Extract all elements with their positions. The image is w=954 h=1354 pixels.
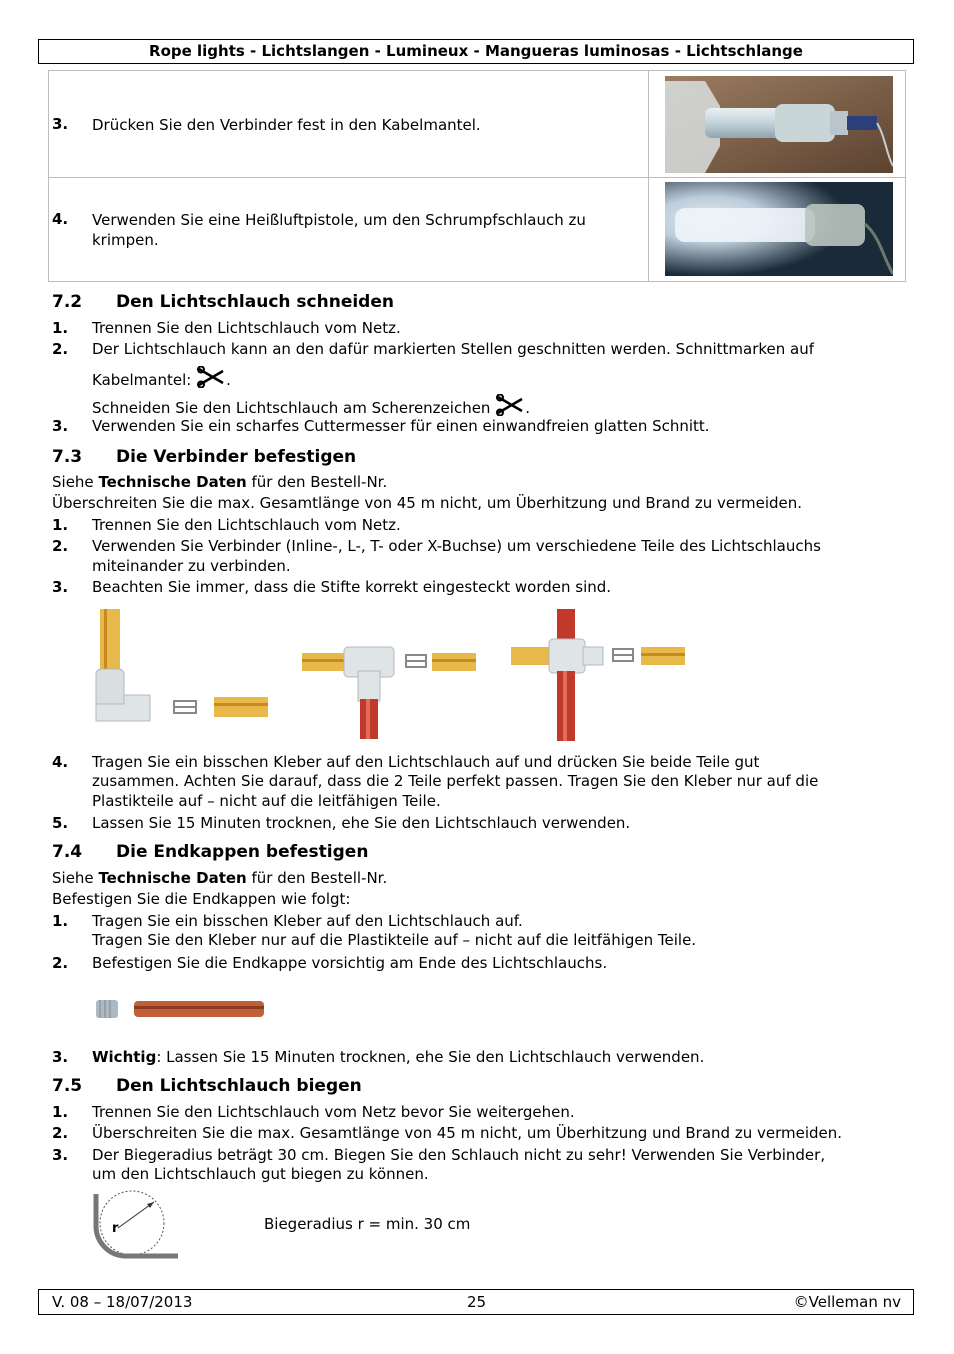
list-number: 3. bbox=[52, 1048, 69, 1066]
list-number: 3. bbox=[52, 578, 69, 596]
t-connector-image bbox=[302, 611, 476, 739]
list-text: zusammen. Achten Sie darauf, dass die 2 Teile perfekt passen. Tragen Sie den Kleber nur auf die bbox=[92, 772, 819, 790]
page-footer bbox=[38, 1289, 914, 1315]
reference-line: Siehe Technische Daten für den Bestell-Nr. bbox=[52, 869, 388, 887]
list-number: 1. bbox=[52, 912, 69, 930]
header-title: Rope lights - Lichtslangen - Lumineux - Mangueras luminosas - Lichtschlange bbox=[149, 42, 803, 60]
list-number: 4. bbox=[52, 753, 69, 771]
list-text: Befestigen Sie die Endkappe vorsichtig am Ende des Lichtschlauchs. bbox=[92, 954, 608, 972]
list-text: Lassen Sie 15 Minuten trocknen, ehe Sie den Lichtschlauch verwenden. bbox=[92, 814, 631, 832]
l-connector-image bbox=[92, 609, 268, 741]
footer-version: V. 08 – 18/07/2013 bbox=[52, 1293, 193, 1311]
table-row bbox=[49, 71, 905, 178]
list-text: Schneiden Sie den Lichtschlauch am Scherenzeichen . bbox=[92, 394, 530, 417]
connector-photo bbox=[665, 76, 893, 173]
step-text: Verwenden Sie eine Heißluftpistole, um den Schrumpfschlauch zu krimpen. bbox=[92, 211, 586, 249]
radius-label: r bbox=[112, 1221, 119, 1236]
list-text: Trennen Sie den Lichtschlauch vom Netz. bbox=[92, 516, 401, 534]
list-text: Verwenden Sie Verbinder (Inline-, L-, T- oder X-Buchse) um verschiedene Teile des Lichtschlauchs bbox=[92, 537, 821, 555]
list-number: 2. bbox=[52, 340, 69, 358]
list-text: miteinander zu verbinden. bbox=[92, 557, 291, 575]
list-text: Tragen Sie ein bisschen Kleber auf den Lichtschlauch auf. bbox=[92, 912, 523, 930]
section-heading-7-3: 7.3 Die Verbinder befestigen bbox=[52, 447, 357, 467]
list-text: Der Lichtschlauch kann an den dafür markierten Stellen geschnitten werden. Schnittmarken auf bbox=[92, 340, 814, 358]
section-heading-7-4: 7.4 Die Endkappen befestigen bbox=[52, 842, 369, 862]
list-text: Wichtig: Lassen Sie 15 Minuten trocknen, ehe Sie den Lichtschlauch verwenden. bbox=[92, 1048, 705, 1066]
page-header bbox=[38, 39, 914, 64]
footer-copyright: ©Velleman nv bbox=[793, 1293, 901, 1311]
list-text: Kabelmantel: . bbox=[92, 366, 231, 389]
step-number: 4. bbox=[52, 210, 69, 228]
list-text: um den Lichtschlauch gut biegen zu können. bbox=[92, 1165, 429, 1183]
end-cap-image bbox=[94, 997, 266, 1021]
x-connector-image bbox=[511, 609, 685, 741]
section-heading-7-2: 7.2 Den Lichtschlauch schneiden bbox=[52, 292, 394, 312]
heat-shrink-photo bbox=[665, 182, 893, 276]
step-number: 3. bbox=[52, 115, 69, 133]
list-text: Überschreiten Sie die max. Gesamtlänge von 45 m nicht, um Überhitzung und Brand zu vermeiden. bbox=[92, 1124, 843, 1142]
list-number: 2. bbox=[52, 1124, 69, 1142]
intro-text: Befestigen Sie die Endkappen wie folgt: bbox=[52, 890, 351, 908]
list-text: Trennen Sie den Lichtschlauch vom Netz. bbox=[92, 319, 401, 337]
table-row bbox=[49, 178, 905, 281]
list-text: Verwenden Sie ein scharfes Cuttermesser für einen einwandfreien glatten Schnitt. bbox=[92, 417, 710, 435]
bend-radius-diagram bbox=[88, 1186, 184, 1262]
list-text: Beachten Sie immer, dass die Stifte korrekt eingesteckt worden sind. bbox=[92, 578, 612, 596]
list-number: 1. bbox=[52, 319, 69, 337]
reference-line: Siehe Technische Daten für den Bestell-Nr. bbox=[52, 473, 388, 491]
list-number: 3. bbox=[52, 417, 69, 435]
list-text: Tragen Sie den Kleber nur auf die Plastikteile auf – nicht auf die leitfähigen Teile. bbox=[92, 931, 697, 949]
list-number: 3. bbox=[52, 1146, 69, 1164]
list-number: 1. bbox=[52, 1103, 69, 1121]
list-number: 2. bbox=[52, 537, 69, 555]
step-text: Drücken Sie den Verbinder fest in den Kabelmantel. bbox=[92, 116, 481, 134]
scissors-icon bbox=[495, 394, 525, 416]
scissors-icon bbox=[196, 366, 226, 388]
warning-text: Überschreiten Sie die max. Gesamtlänge von 45 m nicht, um Überhitzung und Brand zu vermeiden. bbox=[52, 494, 803, 512]
section-heading-7-5: 7.5 Den Lichtschlauch biegen bbox=[52, 1076, 362, 1096]
list-number: 5. bbox=[52, 814, 69, 832]
list-number: 1. bbox=[52, 516, 69, 534]
footer-page-number: 25 bbox=[467, 1293, 487, 1311]
list-text: Trennen Sie den Lichtschlauch vom Netz bevor Sie weitergehen. bbox=[92, 1103, 575, 1121]
steps-table bbox=[48, 70, 906, 282]
list-number: 2. bbox=[52, 954, 69, 972]
list-text: Der Biegeradius beträgt 30 cm. Biegen Sie den Schlauch nicht zu sehr! Verwenden Sie Verbinder, bbox=[92, 1146, 826, 1164]
list-text: Plastikteile auf – nicht auf die leitfähigen Teile. bbox=[92, 792, 441, 810]
bend-radius-caption: Biegeradius r = min. 30 cm bbox=[264, 1215, 471, 1233]
list-text: Tragen Sie ein bisschen Kleber auf den Lichtschlauch auf und drücken Sie beide Teile gut bbox=[92, 753, 760, 771]
